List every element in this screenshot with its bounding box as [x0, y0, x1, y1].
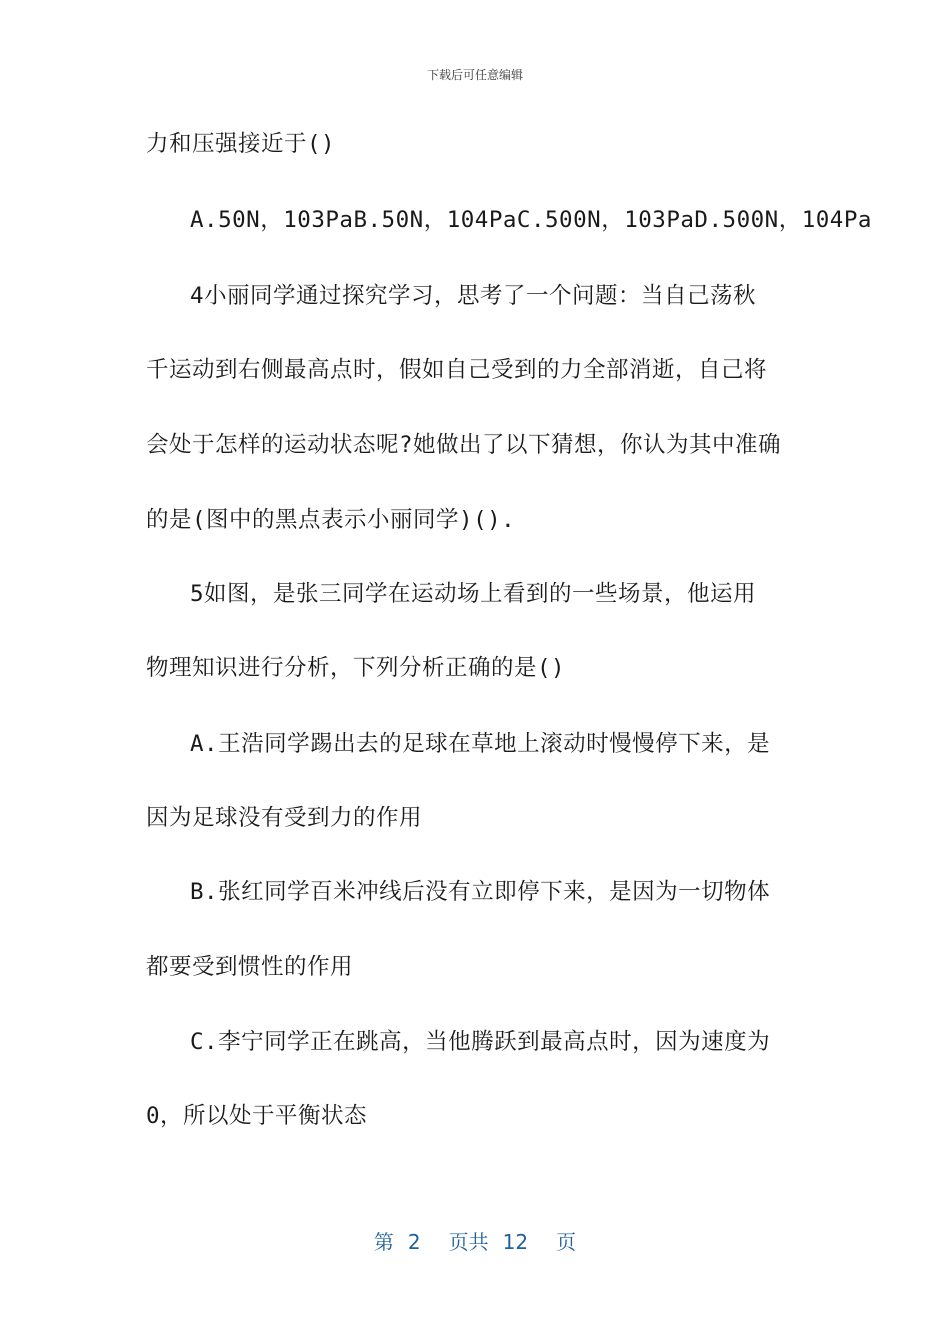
text-line: B.张红同学百米冲线后没有立即停下来，是因为一切物体 — [190, 879, 771, 905]
text-line: 千运动到右侧最高点时，假如自己受到的力全部消逝，自己将 — [146, 357, 768, 383]
text-line: 会处于怎样的运动状态呢?她做出了以下猜想，你认为其中准确 — [146, 432, 782, 458]
text-line: 4小丽同学通过探究学习，思考了一个问题：当自己荡秋 — [190, 283, 757, 309]
text-line: 5如图，是张三同学在运动场上看到的一些场景，他运用 — [190, 581, 757, 607]
footer-total-pages: 12 — [502, 1230, 529, 1254]
footer-suffix: 页 — [556, 1230, 577, 1254]
text-line: 的是(图中的黑点表示小丽同学)(). — [146, 507, 516, 533]
footer-middle: 页共 — [448, 1230, 489, 1254]
footer-current-page: 2 — [407, 1230, 421, 1254]
text-line: 0，所以处于平衡状态 — [146, 1103, 368, 1129]
text-line: C.李宁同学正在跳高，当他腾跃到最高点时，因为速度为 — [190, 1029, 771, 1055]
text-line: 因为足球没有受到力的作用 — [146, 805, 423, 831]
footer-prefix: 第 — [373, 1230, 394, 1254]
text-line: A.50N，103PaB.50N，104PaC.500N，103PaD.500N，104Pa — [190, 207, 872, 233]
text-line: 都要受到惯性的作用 — [146, 954, 354, 980]
text-line: A.王浩同学踢出去的足球在草地上滚动时慢慢停下来，是 — [190, 731, 771, 757]
text-line: 力和压强接近于() — [146, 131, 336, 157]
page-footer — [0, 1226, 950, 1255]
text-line: 物理知识进行分析，下列分析正确的是() — [146, 655, 566, 681]
page-header — [0, 66, 950, 83]
header-text: 下载后可任意编辑 — [426, 68, 523, 82]
